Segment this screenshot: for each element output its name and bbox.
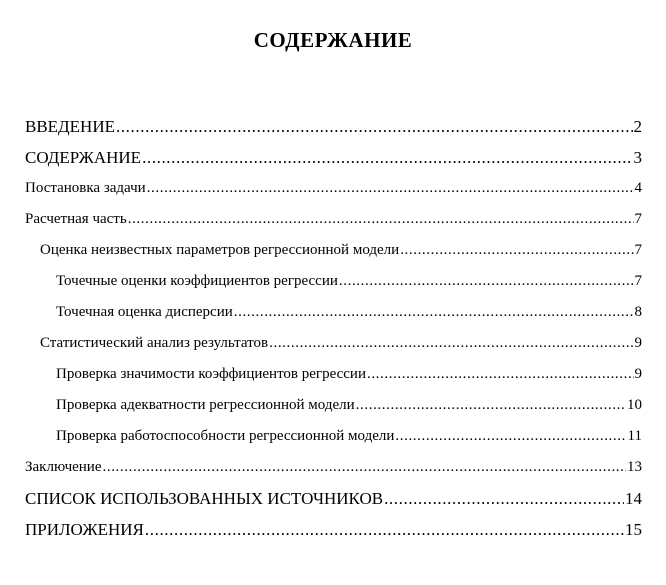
toc-entry-label: СПИСОК ИСПОЛЬЗОВАННЫХ ИСТОЧНИКОВ <box>25 489 384 508</box>
dot-leader <box>356 390 626 421</box>
toc-entry-label: ПРИЛОЖЕНИЯ <box>25 520 144 539</box>
toc-entry-adequacy-check[interactable] <box>25 390 642 421</box>
toc-entry-page-number: 11 <box>627 428 642 444</box>
dot-leader <box>339 266 634 297</box>
toc-entry-label: Расчетная часть <box>25 211 127 227</box>
dot-leader <box>400 235 633 266</box>
toc-entry-introduction[interactable] <box>25 111 642 142</box>
toc-entry-page-number: 7 <box>634 242 642 258</box>
toc-entry-label: Точечная оценка дисперсии <box>56 304 233 320</box>
dot-leader <box>147 173 634 204</box>
toc-entry-statistical-analysis[interactable] <box>25 328 642 359</box>
toc-entry-page-number: 2 <box>633 117 642 136</box>
toc-entry-label: Точечные оценки коэффициентов регрессии <box>56 273 338 289</box>
dot-leader <box>269 328 633 359</box>
toc-entry-page-number: 3 <box>633 148 642 167</box>
toc-entry-problem-statement[interactable] <box>25 173 642 204</box>
toc-entry-page-number: 9 <box>634 335 642 351</box>
toc-entry-label: Заключение <box>25 459 102 475</box>
dot-leader <box>103 452 627 483</box>
toc-entry-label: Постановка задачи <box>25 180 146 196</box>
toc-entry-parameter-estimation[interactable] <box>25 235 642 266</box>
toc-entry-page-number: 4 <box>634 180 642 196</box>
toc-entry-page-number: 10 <box>627 397 642 413</box>
toc-entry-label: ВВЕДЕНИЕ <box>25 117 115 136</box>
dot-leader <box>116 111 633 142</box>
toc-entry-appendices[interactable] <box>25 514 642 545</box>
toc-entry-page-number: 7 <box>634 273 642 289</box>
toc-entry-page-number: 14 <box>625 489 642 508</box>
toc-entry-significance-check[interactable] <box>25 359 642 390</box>
toc-entry-label: Проверка работоспособности регрессионной модели <box>56 428 395 444</box>
dot-leader <box>367 359 634 390</box>
toc-entry-variance-estimate[interactable] <box>25 297 642 328</box>
toc-entry-page-number: 7 <box>634 211 642 227</box>
toc-entry-page-number: 8 <box>634 304 642 320</box>
dot-leader <box>142 142 632 173</box>
toc-entry-conclusion[interactable] <box>25 452 642 483</box>
toc-entry-label: Статистический анализ результатов <box>40 335 269 351</box>
page-title: СОДЕРЖАНИЕ <box>253 28 413 52</box>
toc-entry-point-coefficient-estimates[interactable] <box>25 266 642 297</box>
toc-entry-page-number: 15 <box>625 520 642 539</box>
toc-entry-operability-check[interactable] <box>25 421 642 452</box>
dot-leader <box>128 204 634 235</box>
toc-entry-contents[interactable] <box>25 142 642 173</box>
dot-leader <box>395 421 626 452</box>
toc-entry-calculation-part[interactable] <box>25 204 642 235</box>
toc-entry-page-number: 9 <box>634 366 642 382</box>
table-of-contents <box>25 111 642 545</box>
dot-leader <box>384 483 624 514</box>
dot-leader <box>145 514 624 545</box>
toc-entry-label: Проверка адекватности регрессионной модели <box>56 397 355 413</box>
toc-entry-label: Оценка неизвестных параметров регрессионной модели <box>40 242 400 258</box>
toc-entry-page-number: 13 <box>627 459 642 475</box>
toc-entry-references[interactable] <box>25 483 642 514</box>
toc-entry-label: СОДЕРЖАНИЕ <box>25 148 142 167</box>
dot-leader <box>234 297 634 328</box>
toc-entry-label: Проверка значимости коэффициентов регрессии <box>56 366 366 382</box>
